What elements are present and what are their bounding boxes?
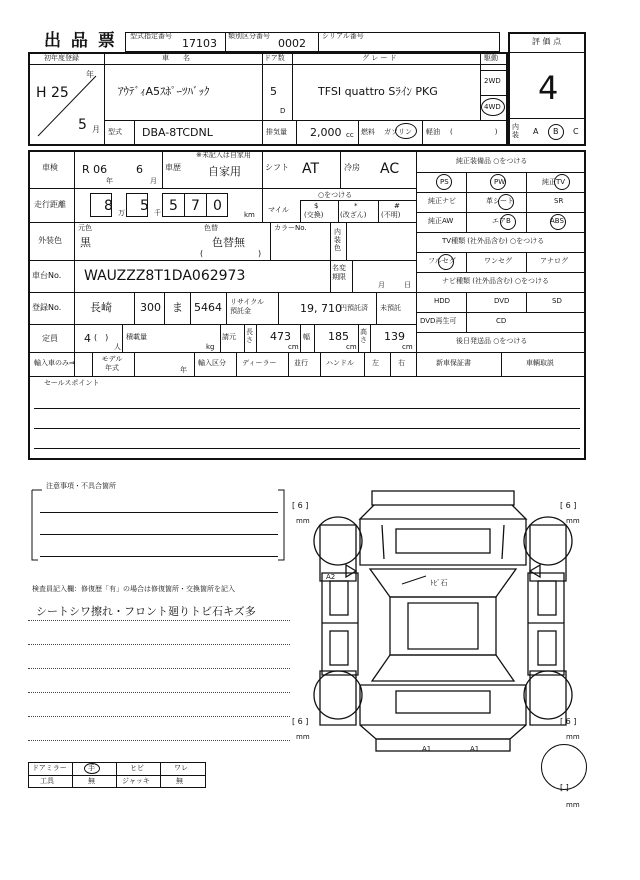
spare-unit: mm — [566, 801, 580, 809]
fuel-label: 燃料 — [361, 128, 375, 136]
shaken-value: R 06 — [82, 163, 108, 176]
tv-fullseg: フルセグ — [428, 257, 456, 265]
history-label: 車歴 — [165, 163, 181, 172]
recycle-label: リサイクル預託金 — [230, 298, 265, 315]
displacement-label: 排気量 — [266, 128, 287, 136]
tread-front-left: [ 6 ] — [292, 501, 309, 510]
interior-grade-label: 内装 — [512, 123, 519, 139]
opt-airbag: エアB — [492, 217, 511, 225]
interior-color-label: 内装色 — [334, 228, 341, 252]
interior-grade-c: C — [573, 127, 579, 136]
doors-label: ドア数 — [264, 54, 285, 62]
recycle-amount: 19, 710 — [300, 302, 342, 315]
transfer-day-unit: 日 — [404, 281, 411, 289]
unknown-mark: # — [394, 202, 400, 210]
notes-bracket — [28, 486, 288, 566]
eval-label: 評 価 点 — [532, 37, 562, 46]
model-year-unit: 年 — [180, 366, 187, 374]
handle-label: ハンドル — [326, 359, 354, 367]
tread-rear-right: [ 6 ] — [560, 717, 577, 726]
mileage-label: 走行距離 — [34, 200, 66, 209]
grade-value: TFSI quattro Sﾗｲﾝ PKG — [318, 85, 438, 98]
recycle-unit: 円預託済 — [340, 304, 368, 312]
later-warranty: 新車保証書 — [436, 359, 471, 367]
model-no-value: 17103 — [182, 37, 217, 50]
inspector-instruction: 検査員記入欄：修復歴「有」の場合は修復箇所・交換箇所を記入 — [32, 585, 235, 593]
tv-fullseg-circle — [438, 254, 454, 270]
dvd-play: DVD再生可 — [420, 317, 457, 325]
later-title: 後日発送品 ○をつける — [456, 337, 528, 345]
width-label: 幅 — [303, 333, 310, 341]
width-unit: cm — [346, 343, 357, 351]
opt-abs-circle — [550, 214, 566, 230]
mirror-label: ドアミラー — [32, 764, 67, 772]
length-value: 473 — [270, 330, 291, 343]
reg-area: 長崎 — [90, 301, 112, 314]
original-color-value: 黒 — [80, 236, 91, 249]
mirror-circle — [84, 763, 100, 774]
tread-fl-unit: mm — [296, 517, 310, 525]
ac-label: 冷房 — [344, 163, 360, 172]
shaken-month-unit: 月 — [150, 177, 157, 185]
damage-arrow — [400, 574, 440, 590]
import-label: 輸入車のみ⇒ — [34, 359, 75, 367]
original-color-label: 元色 — [78, 224, 92, 232]
tread-rr-unit: mm — [566, 733, 580, 741]
first-reg-label: 初年度登録 — [44, 54, 79, 62]
opt-navi: 純正ナビ — [428, 197, 456, 205]
history-value: 自家用 — [208, 165, 241, 178]
vin-label: 車台No. — [32, 271, 62, 280]
navi-title: ナビ種類 (社外品含む) ○をつける — [442, 277, 550, 285]
opt-aw: 純正AW — [428, 217, 454, 225]
tread-rear-left: [ 6 ] — [292, 717, 309, 726]
drive-2wd: 2WD — [484, 77, 501, 85]
history-note: ※未記入は自家用 — [196, 151, 251, 159]
first-reg-month-unit: 月 — [92, 125, 100, 134]
mileage-circle-note: ○をつける — [318, 191, 353, 199]
fuel-gasoline: ガソリン — [384, 128, 412, 136]
capacity-label: 定員 — [42, 334, 58, 343]
exchange-mark: $ — [314, 202, 319, 210]
opt-ps-circle — [436, 174, 452, 190]
damage-mark-a1-left: A1 — [422, 745, 432, 753]
mileage-digit-4: 7 — [191, 198, 200, 214]
opt-tv-circle — [554, 174, 570, 190]
mile-label: マイル — [268, 206, 289, 214]
drive-4wd: 4WD — [484, 103, 501, 111]
length-label: 長さ — [246, 328, 253, 344]
shaken-month: 6 — [136, 163, 143, 176]
drive-4wd-circle — [481, 98, 505, 116]
opt-airbag-circle — [500, 214, 516, 230]
load-label: 積載量 — [126, 333, 147, 341]
serial-no-label: シリアル番号 — [322, 32, 364, 40]
vin-value: WAUZZZ8T1DA062973 — [84, 268, 246, 284]
fuel-light-oil: 軽油 — [426, 128, 440, 136]
jack-label: ジャッキ — [122, 777, 150, 785]
grade-label: グ レ ー ド — [362, 54, 397, 62]
doors-value: 5 — [270, 85, 277, 98]
transfer-month-unit: 月 — [378, 281, 385, 289]
break-label: ワレ — [174, 764, 188, 772]
import-dealer: ディーラー — [242, 359, 277, 367]
tool-label: 工具 — [40, 777, 54, 785]
opt-leather: 革シート — [486, 197, 514, 205]
first-reg-era: H 25 — [36, 85, 69, 101]
ac-value: AC — [380, 161, 400, 177]
tread-fr-unit: mm — [566, 517, 580, 525]
opt-sr: SR — [554, 197, 564, 205]
door-type: D — [280, 107, 286, 115]
tv-oneseg: ワンセグ — [484, 257, 512, 265]
length-unit: cm — [288, 343, 299, 351]
displacement-value: 2,000 — [310, 126, 342, 139]
handle-left: 左 — [372, 359, 379, 367]
fuel-circle — [395, 123, 417, 139]
navi-sd: SD — [552, 297, 562, 305]
capacity-paren: ( ) — [94, 333, 109, 342]
capacity-persons: 人 — [114, 343, 121, 351]
opt-tv: 純正TV — [542, 178, 566, 186]
class-no-label: 類別区分番号 — [228, 32, 270, 40]
repaint-label: 色替 — [204, 224, 218, 232]
jack-value: 無 — [176, 777, 183, 785]
repaint-paren-close: ) — [258, 249, 262, 258]
model-type-value: DBA-8TCDNL — [142, 126, 213, 139]
shift-label: シフト — [265, 163, 289, 172]
shaken-year-unit: 年 — [106, 177, 113, 185]
car-name: ｱｳﾃﾞｨA5ｽﾎﾟｰﾂﾊﾞｯｸ — [118, 85, 210, 98]
spare-tread: [ ] — [560, 783, 569, 792]
opt-abs: ABS — [550, 217, 564, 225]
tamper-label: (改ざん) — [340, 211, 367, 219]
model-type-label: 型式 — [108, 128, 122, 136]
mirror-status: 手 — [88, 764, 95, 772]
reg-kana: ま — [172, 301, 183, 314]
interior-grade-a: A — [533, 127, 539, 136]
mileage-sen: 千 — [154, 209, 161, 217]
navi-dvd: DVD — [494, 297, 510, 305]
first-reg-month: 5 — [78, 117, 87, 133]
shaken-label: 車検 — [42, 163, 58, 172]
reg-label: 登録No. — [32, 303, 62, 312]
opt-pw-circle — [490, 174, 506, 190]
reg-class: 300 — [140, 301, 161, 314]
load-kg: kg — [206, 343, 215, 351]
tamper-mark: * — [354, 202, 358, 210]
tv-analog: アナログ — [540, 257, 568, 265]
later-manual: 車輌取説 — [526, 359, 554, 367]
displacement-unit: cc — [346, 131, 354, 139]
eval-score: 4 — [538, 69, 559, 107]
mileage-digit-1: 8 — [104, 198, 113, 214]
shift-value: AT — [302, 161, 320, 177]
wholesale-label: 請元 — [222, 333, 236, 341]
repaint-paren-open: ( — [200, 249, 204, 258]
notes-label: 注意事項・不具合箇所 — [46, 482, 116, 490]
mileage-digit-2: 5 — [140, 198, 149, 214]
import-class-label: 輸入区分 — [198, 359, 226, 367]
color-no-label: カラーNo. — [274, 224, 307, 232]
import-parallel: 並行 — [294, 359, 308, 367]
drive-label: 駆動 — [484, 54, 498, 62]
inspector-comment: シートシワ擦れ・フロント廻りトビ石キズ多 — [36, 605, 256, 618]
exterior-color-label: 外装色 — [38, 236, 62, 245]
exchange-label: (交換) — [304, 211, 324, 219]
opt-ps: PS — [440, 178, 449, 186]
height-unit: cm — [402, 343, 413, 351]
fuel-paren: ( ) — [450, 128, 498, 136]
mileage-digit-3: 5 — [169, 198, 178, 214]
width-value: 185 — [328, 330, 349, 343]
mileage-digit-5: 0 — [213, 198, 222, 214]
mileage-man: 万 — [118, 209, 125, 217]
navi-hdd: HDD — [434, 297, 451, 305]
reg-number: 5464 — [194, 301, 222, 314]
tread-front-right: [ 6 ] — [560, 501, 577, 510]
tv-title: TV種類 (社外品含む) ○をつける — [442, 237, 545, 245]
model-year-label: モデル年式 — [101, 355, 123, 372]
sales-point-label: セールスポイント — [44, 379, 100, 387]
recycle-unpaid: 未預託 — [380, 304, 401, 312]
damage-mark-tobiishi: ﾄﾋﾞ石 — [430, 579, 448, 587]
capacity-value: 4 — [84, 332, 91, 345]
car-diagram — [300, 485, 600, 755]
car-name-label: 車 名 — [162, 54, 190, 62]
height-label: 高さ — [360, 328, 367, 344]
options-panel — [416, 150, 586, 352]
damage-mark-a2: A2 — [326, 573, 336, 581]
tread-rl-unit: mm — [296, 733, 310, 741]
genuine-title: 純正装備品 ○をつける — [456, 157, 528, 165]
unknown-label: (不明) — [381, 211, 401, 219]
first-reg-year-unit: 年 — [86, 70, 94, 79]
handle-right: 右 — [398, 359, 405, 367]
repaint-value: 色替無 — [212, 236, 245, 249]
navi-cd: CD — [496, 317, 507, 325]
mileage-km: km — [244, 211, 255, 219]
interior-grade-b: B — [553, 127, 559, 136]
height-value: 139 — [384, 330, 405, 343]
interior-grade-circle — [548, 124, 564, 140]
damage-mark-a1-right: A1 — [470, 745, 480, 753]
crack-label: ヒビ — [130, 764, 144, 772]
transfer-deadline-label: 名変期限 — [332, 264, 346, 281]
tool-value: 無 — [88, 777, 95, 785]
class-no-value: 0002 — [278, 37, 306, 50]
model-no-label: 型式指定番号 — [130, 32, 172, 40]
opt-leather-circle — [498, 194, 514, 210]
form-title: 出 品 票 — [44, 31, 117, 51]
opt-pw: PW — [494, 178, 506, 186]
